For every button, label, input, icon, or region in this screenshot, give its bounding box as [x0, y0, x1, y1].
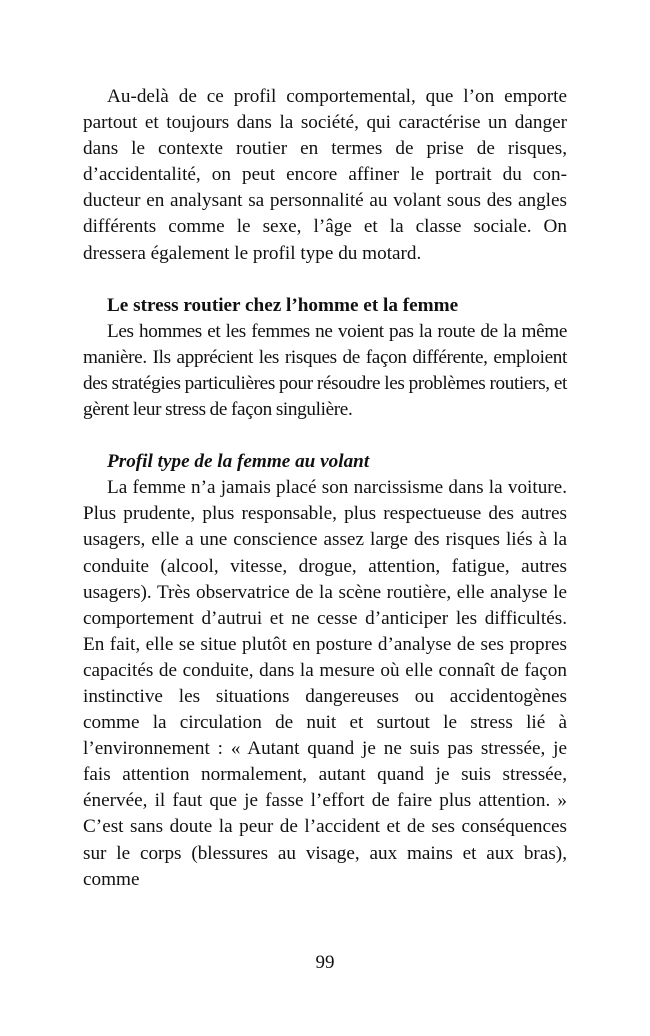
paragraph-femme: La femme n’a jamais placé son narcissisme dans la voiture. Plus prudente, plus responsable, plus respectueuse des autres usagers, elle a une conscience assez large des risques liés à la conduite (alcool, vitesse, drogue, attention, fatigue, autres usagers). Très observatrice de la scène routière, elle analyse le comportement d’autrui et ne cesse d’anticiper les difficultés. En fait, elle se situe plutôt en posture d’analyse de ses propres capacités de conduite, dans la mesure où elle connaît de façon instinctive les situations dangereuses ou accidentogènes comme la circulation de nuit et surtout le stress lié à l’environnement : « Autant quand je ne suis pas stressée, je fais attention normalement, autant quand je suis stressée, énervée, il faut que je fasse l’effort de faire plus attention. » C’est sans doute la peur de l’accident et de ses conséquences sur le corps (blessures au visage, aux mains et aux bras), comme — [83, 477, 567, 890]
page-number: 99 — [315, 952, 335, 973]
page-body — [83, 84, 567, 893]
paragraph-stress: Les hommes et les femmes ne voient pas la route de la même manière. Ils apprécient les risques de façon différente, emploient des stratégies particulières pour résoudre les problèmes routiers, et gèrent leur stress de façon singulière. — [83, 320, 567, 421]
paragraph-intro: Au-delà de ce profil comportemental, que l’on emporte partout et toujours dans la société, qui caractérise un danger dans le contexte routier en termes de prise de risques, d’accidentalité, on peut encore affiner le portrait du conducteur en analysant sa personnalité au volant sous des angles différents comme le sexe, l’âge et la classe sociale. On dressera également le profil type du motard. — [83, 86, 567, 264]
subsection-heading-femme: Profil type de la femme au volant — [107, 451, 370, 473]
section-heading-stress: Le stress routier chez l’homme et la femme — [107, 294, 459, 316]
